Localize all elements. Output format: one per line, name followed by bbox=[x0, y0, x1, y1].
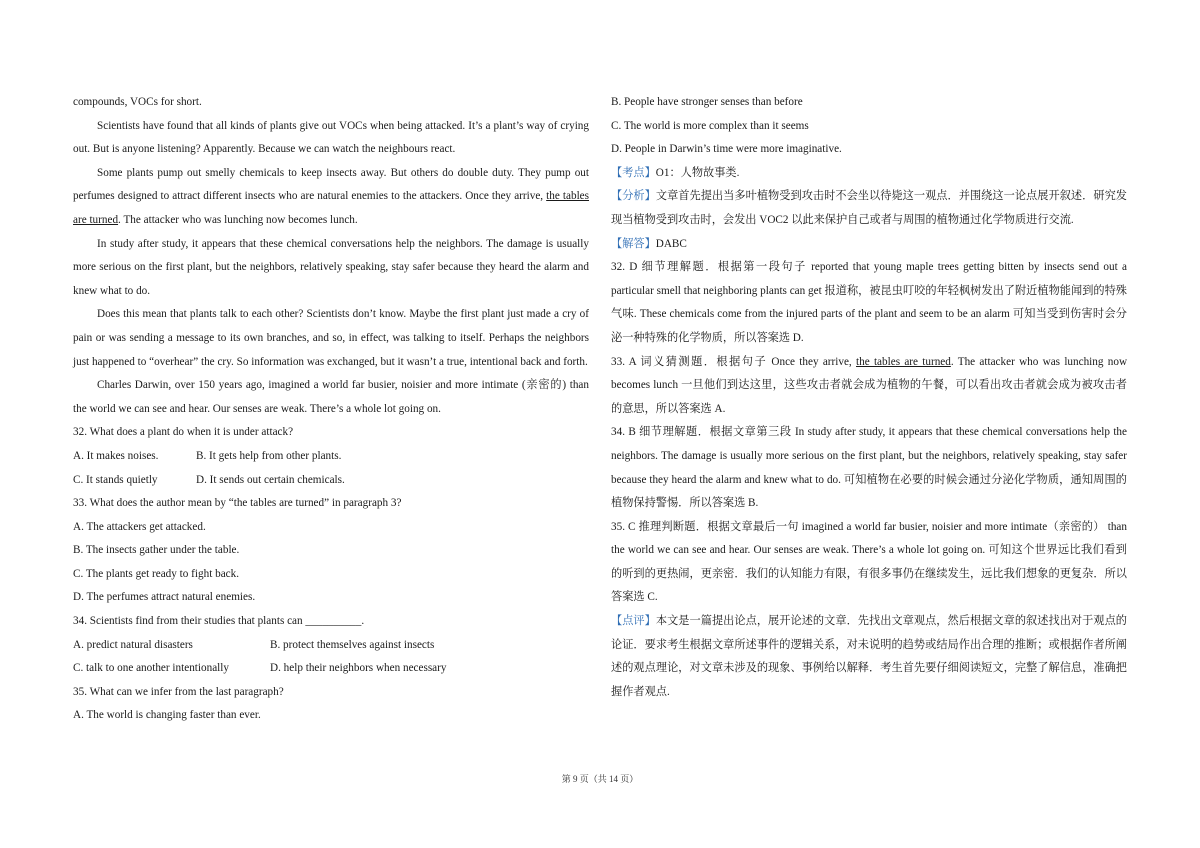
option-32d: D. It sends out certain chemicals. bbox=[196, 473, 345, 486]
option-35c: C. The world is more complex than it seems bbox=[611, 119, 809, 132]
left-column bbox=[73, 91, 589, 728]
dianping-text: 本文是一篇提出论点，展开论述的文章．先找出文章观点，然后根据文章的叙述找出对于观点的论证．要求考生根据文章所述事件的逻辑关系，对未说明的趋势或结局作出合理的推断；或根据作者所阐述的观点理论，对文章未涉及的现象、事例给以解释．考生首先要仔细阅读短文，完整了解信息，准确把握作者观点. bbox=[611, 615, 1127, 698]
option-33d: D. The perfumes attract natural enemies. bbox=[73, 591, 256, 604]
passage-line: compounds, VOCs for short. bbox=[73, 96, 202, 108]
answer-34: 34. B 细节理解题．根据文章第三段 In study after study, it appears that these chemical conversations help the neighbors. The damage is usually more serious on the first plant, but the neighbors, relatively speaking, stay safer because they heard the alarm and knew what to do. 可知植物在必要的时候会通过分泌化学物质，通知周围的植物保持警惕．所以答案选 B. bbox=[611, 426, 1127, 510]
kaodian-text: O1：人物故事类. bbox=[655, 166, 740, 179]
jieda-section bbox=[611, 233, 1127, 257]
answer-33 bbox=[611, 351, 1127, 422]
right-column bbox=[611, 91, 1127, 704]
dianping-section bbox=[611, 610, 1127, 704]
option-34a: A. predict natural disasters bbox=[73, 638, 193, 651]
passage-paragraph-4: In study after study, it appears that these chemical conversations help the neighbors. The damage is usually more serious on the first plant, but the neighbors, relatively speaking, stay safer because they heard the alarm and knew what to do. bbox=[73, 237, 589, 297]
answer-32: 32. D 细节理解题．根据第一段句子 reported that young maple trees getting bitten by insects send out a particular smell that neighboring plants can get 报道称，被昆虫叮咬的年轻枫树发出了附近植物能闻到的特殊气味. These chemicals come from the injured parts of the plant and seem to be an alarm 可知当受到伤害时会分泌一种特殊的化学物质，所以答案选 D. bbox=[611, 261, 1127, 344]
option-32c: C. It stands quietly bbox=[73, 473, 158, 486]
dianping-tag: 【点评】 bbox=[611, 615, 656, 628]
paragraph-3-text-b: . The attacker who was lunching now becomes lunch. bbox=[118, 213, 358, 226]
fenxi-tag: 【分析】 bbox=[611, 190, 656, 203]
answer-33-text-b: . The attacker who was lunching now becomes lunch 一旦他们到达这里，这些攻击者就会成为植物的午餐，可以看出攻击者就会成为被攻击者的意思，所以答案选 A. bbox=[611, 355, 1128, 415]
jieda-tag: 【解答】 bbox=[611, 237, 656, 250]
option-35d: D. People in Darwin’s time were more imaginative. bbox=[611, 143, 842, 156]
question-35: 35. What can we infer from the last paragraph? bbox=[73, 685, 284, 698]
option-33a: A. The attackers get attacked. bbox=[73, 520, 206, 533]
underlined-phrase: the tables are turned bbox=[73, 190, 590, 226]
option-34b: B. protect themselves against insects bbox=[270, 638, 435, 651]
question-32: 32. What does a plant do when it is under attack? bbox=[73, 426, 294, 439]
answer-35: 35. C 推理判断题．根据文章最后一句 imagined a world far busier, noisier and more intimate（亲密的） than the world we can see and hear. Our senses are weak. There’s a whole lot going on. 可知这个世界远比我们看到的听到的更热闹，更亲密．我们的认知能力有限，有很多事仍在继续发生，远比我们想象的更复杂．所以答案选 C. bbox=[611, 520, 1127, 604]
question-34-options-row-2 bbox=[73, 657, 589, 681]
passage-paragraph-3 bbox=[73, 162, 589, 233]
option-32b: B. It gets help from other plants. bbox=[196, 449, 342, 462]
jieda-text: DABC bbox=[655, 237, 687, 250]
question-34-options-row-1 bbox=[73, 634, 589, 658]
question-33: 33. What does the author mean by “the tables are turned” in paragraph 3? bbox=[73, 497, 402, 510]
option-35b: B. People have stronger senses than before bbox=[611, 96, 803, 108]
kaodian-tag: 【考点】 bbox=[611, 166, 656, 179]
option-33c: C. The plants get ready to fight back. bbox=[73, 567, 240, 580]
option-35a: A. The world is changing faster than ever. bbox=[73, 709, 261, 722]
page-footer: 第 9 页（共 14 页） bbox=[561, 774, 639, 784]
question-34: 34. Scientists find from their studies that plants can __________. bbox=[73, 615, 365, 628]
passage-paragraph-2: Scientists have found that all kinds of plants give out VOCs when being attacked. It’s a plant’s way of crying out. But is anyone listening? Apparently. Because we can watch the neighbours react. bbox=[73, 119, 589, 156]
option-34d: D. help their neighbors when necessary bbox=[270, 662, 447, 675]
fenxi-section bbox=[611, 185, 1127, 232]
option-34c: C. talk to one another intentionally bbox=[73, 662, 229, 675]
fenxi-text: 文章首先提出当多叶植物受到攻击时不会坐以待毙这一观点．并围绕这一论点展开叙述．研究发现当植物受到攻击时，会发出 VOC2 以此来保护自己或者与周围的植物通过化学物质进行交流. bbox=[611, 190, 1127, 226]
paragraph-3-text-a: Some plants pump out smelly chemicals to keep insects away. But others do double duty. They pump out perfumes designed to attract different insects who are natural enemies to the attackers. Once they arrive, bbox=[73, 166, 589, 203]
question-32-options-row-2 bbox=[73, 469, 589, 493]
answer-33-text-a: 33. A 词义猜测题．根据句子 Once they arrive, bbox=[611, 355, 856, 368]
passage-paragraph-6: Charles Darwin, over 150 years ago, imagined a world far busier, noisier and more intimate (亲密的) than the world we can see and hear. Our senses are weak. There’s a whole lot going on. bbox=[73, 379, 589, 415]
option-33b: B. The insects gather under the table. bbox=[73, 544, 240, 557]
option-32a: A. It makes noises. bbox=[73, 449, 159, 462]
kaodian-section bbox=[611, 162, 1127, 186]
question-32-options-row-1 bbox=[73, 445, 589, 469]
passage-paragraph-5: Does this mean that plants talk to each other? Scientists don’t know. Maybe the first plant just made a cry of pain or was sending a message to its own branches, and so, in effect, was talking to itself. Perhaps the neighbors just happened to “overhear” the cry. So information was exchanged, but it wasn’t a true, intentional back and forth. bbox=[73, 308, 589, 368]
answer-33-underlined-phrase: the tables are turned bbox=[856, 355, 951, 368]
